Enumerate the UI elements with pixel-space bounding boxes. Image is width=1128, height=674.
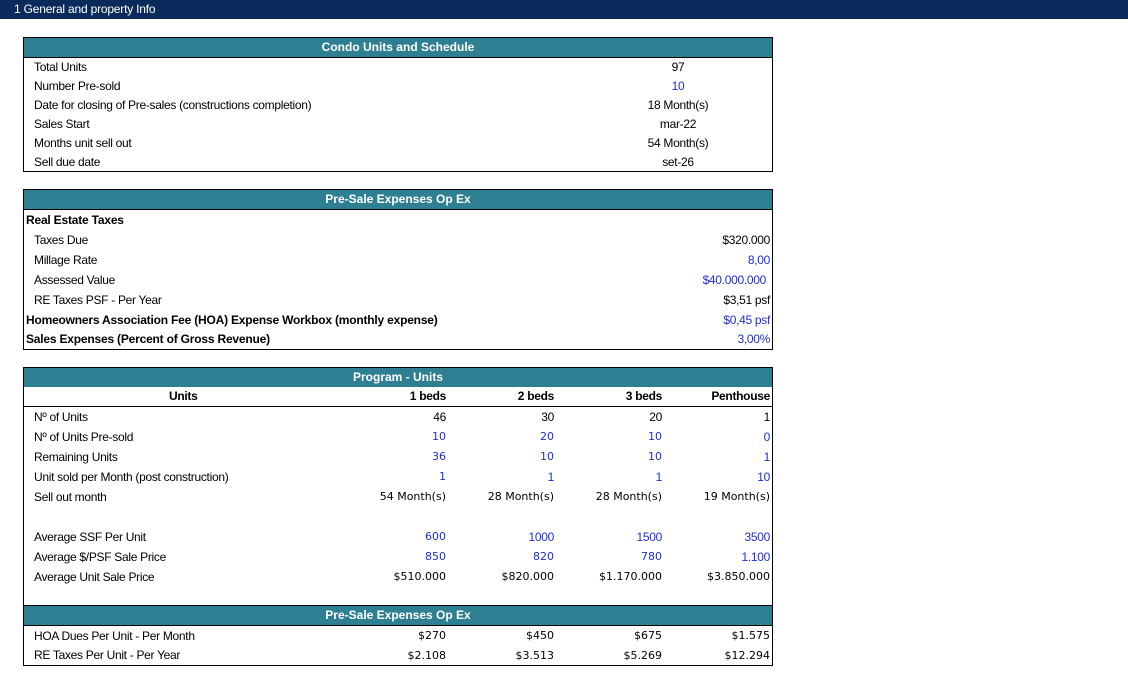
millage-rate-row <box>24 250 772 270</box>
cell[interactable]: $675 <box>634 629 662 642</box>
cell[interactable]: $5.269 <box>623 649 662 662</box>
row-label: Sales Start <box>34 117 90 131</box>
cell[interactable]: 1 <box>655 470 662 484</box>
cell[interactable]: 28 Month(s) <box>595 490 662 503</box>
cell[interactable]: 36 <box>432 450 446 463</box>
cell[interactable]: 1 <box>547 470 554 484</box>
re-taxes-per-unit-row <box>24 646 772 665</box>
cell[interactable]: $12.294 <box>724 649 770 662</box>
presale-expenses-panel <box>23 189 773 350</box>
cell[interactable]: 28 Month(s) <box>487 490 554 503</box>
sales-start-row <box>24 115 772 134</box>
row-value[interactable]: 97 <box>671 60 685 74</box>
sheet-title-bar <box>0 0 1128 19</box>
cell[interactable]: 780 <box>641 550 662 563</box>
condo-units-header: Condo Units and Schedule <box>24 38 772 58</box>
row-label: Nº of Units <box>34 410 88 424</box>
row-value[interactable]: $320.000 <box>722 233 770 247</box>
row-label: Number Pre-sold <box>34 79 121 93</box>
cell[interactable]: 10 <box>757 470 770 484</box>
cell[interactable]: 850 <box>425 550 446 563</box>
row-label: Assessed Value <box>34 273 115 287</box>
row-value[interactable]: mar-22 <box>659 117 697 131</box>
row-value[interactable]: 54 Month(s) <box>647 136 709 150</box>
col-header-3-beds: 3 beds <box>625 389 662 403</box>
row-value[interactable]: 10 <box>671 79 685 93</box>
avg-psf-price-row <box>24 547 772 567</box>
months-sellout-row <box>24 134 772 153</box>
cell[interactable]: $3.850.000 <box>707 570 770 583</box>
units-sold-per-month-row <box>24 467 772 487</box>
program-units-header: Program - Units <box>24 368 772 387</box>
num-units-row <box>24 407 772 427</box>
cell[interactable]: $820.000 <box>501 570 554 583</box>
cell[interactable]: 3500 <box>744 530 770 544</box>
cell[interactable]: 1.100 <box>741 550 770 564</box>
units-column-header: Units <box>169 389 198 403</box>
cell[interactable]: 19 Month(s) <box>703 490 770 503</box>
cell[interactable]: 30 <box>541 410 554 424</box>
presale-expenses-subheader: Pre-Sale Expenses Op Ex <box>24 605 772 626</box>
col-header-2-beds: 2 beds <box>517 389 554 403</box>
avg-unit-price-row <box>24 567 772 587</box>
spacer-row <box>24 507 772 527</box>
avg-ssf-row <box>24 527 772 547</box>
cell[interactable]: $1.170.000 <box>599 570 662 583</box>
row-label: Millage Rate <box>34 253 98 267</box>
cell[interactable]: 10 <box>648 430 662 443</box>
row-label: Sell due date <box>34 155 101 169</box>
number-presold-row <box>24 77 772 96</box>
cell[interactable]: $1.575 <box>731 629 770 642</box>
cell[interactable]: 820 <box>533 550 554 563</box>
row-label: Date for closing of Pre-sales (constructions completion) <box>34 98 312 112</box>
cell[interactable]: 10 <box>432 430 446 443</box>
cell[interactable]: $450 <box>526 629 554 642</box>
row-label: RE Taxes Per Unit - Per Year <box>34 648 181 662</box>
cell[interactable]: 1000 <box>528 530 554 544</box>
row-label: Average Unit Sale Price <box>34 570 155 584</box>
cell[interactable]: 20 <box>540 430 554 443</box>
hoa-fee-row <box>24 310 772 330</box>
cell[interactable]: 0 <box>763 430 770 444</box>
sheet-title: 1 General and property Info <box>14 2 156 16</box>
assessed-value-row <box>24 270 772 290</box>
cell[interactable]: $510.000 <box>393 570 446 583</box>
row-label: Months unit sell out <box>34 136 132 150</box>
program-column-headers <box>24 387 772 407</box>
re-taxes-psf-row <box>24 290 772 310</box>
row-label: Taxes Due <box>34 233 88 247</box>
cell[interactable]: 600 <box>425 530 446 543</box>
col-header-penthouse: Penthouse <box>711 389 770 403</box>
cell[interactable]: $270 <box>418 629 446 642</box>
row-label: Sales Expenses (Percent of Gross Revenue) <box>26 332 270 346</box>
sell-due-date-row <box>24 153 772 171</box>
row-label: Average SSF Per Unit <box>34 530 146 544</box>
row-label: HOA Dues Per Unit - Per Month <box>34 629 195 643</box>
col-header-1-beds: 1 beds <box>409 389 446 403</box>
row-label: Sell out month <box>34 490 107 504</box>
row-label: Unit sold per Month (post construction) <box>34 470 229 484</box>
cell[interactable]: 10 <box>540 450 554 463</box>
cell[interactable]: 20 <box>649 410 662 424</box>
row-label: Average $/PSF Sale Price <box>34 550 166 564</box>
cell[interactable]: 46 <box>433 410 446 424</box>
cell[interactable]: 1 <box>763 450 770 464</box>
cell[interactable]: 10 <box>648 450 662 463</box>
presale-expenses-header: Pre-Sale Expenses Op Ex <box>24 190 772 210</box>
sales-expenses-row <box>24 330 772 349</box>
row-label: Homeowners Association Fee (HOA) Expense Workbox (monthly expense) <box>26 313 438 327</box>
cell[interactable]: 54 Month(s) <box>379 490 446 503</box>
closing-date-row <box>24 96 772 115</box>
remaining-units-row <box>24 447 772 467</box>
row-value[interactable]: 8,00 <box>747 253 770 267</box>
cell[interactable]: 1 <box>439 470 446 483</box>
spacer-row <box>24 587 772 604</box>
cell[interactable]: $2.108 <box>407 649 446 662</box>
condo-units-panel <box>23 37 773 172</box>
units-presold-row <box>24 427 772 447</box>
taxes-due-row <box>24 230 772 250</box>
total-units-row <box>24 58 772 77</box>
row-value[interactable]: $3,51 psf <box>723 293 770 307</box>
cell[interactable]: 1 <box>763 410 770 424</box>
row-value[interactable]: $0,45 psf <box>723 313 770 327</box>
program-units-panel <box>23 367 773 666</box>
row-value[interactable]: set-26 <box>662 155 694 169</box>
row-value[interactable]: $40.000.000 <box>702 273 766 287</box>
row-label: Total Units <box>34 60 87 74</box>
row-label: RE Taxes PSF - Per Year <box>34 293 162 307</box>
cell[interactable]: $3.513 <box>515 649 554 662</box>
row-value[interactable]: 18 Month(s) <box>647 98 709 112</box>
row-label: Nº of Units Pre-sold <box>34 430 134 444</box>
cell[interactable]: 1500 <box>636 530 662 544</box>
section-label: Real Estate Taxes <box>26 213 124 227</box>
hoa-dues-row <box>24 626 772 646</box>
sell-out-month-row <box>24 487 772 507</box>
row-label: Remaining Units <box>34 450 118 464</box>
row-value[interactable]: 3,00% <box>737 332 770 346</box>
real-estate-taxes-section <box>24 210 772 230</box>
